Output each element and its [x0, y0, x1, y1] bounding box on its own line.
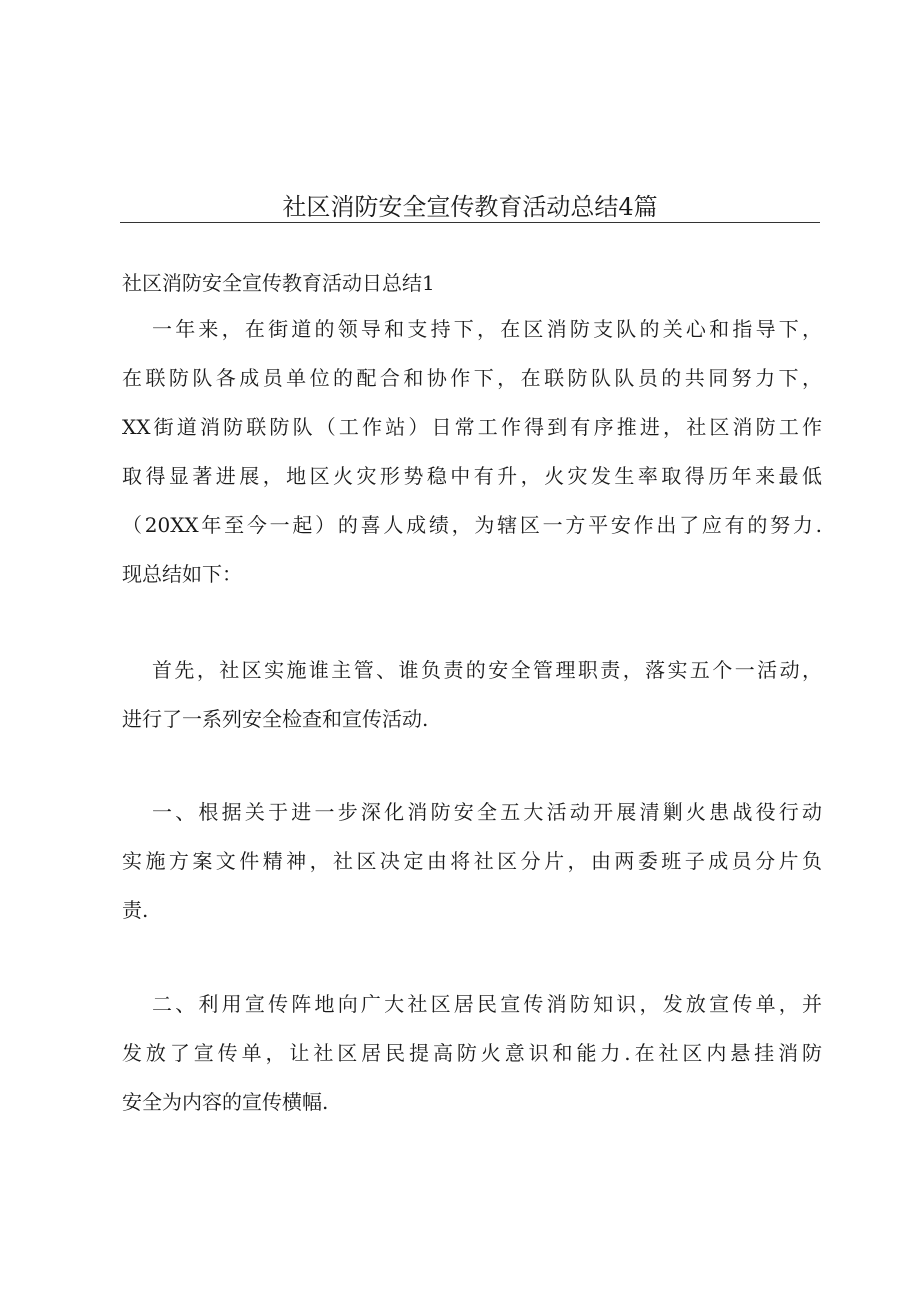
- title-underline: [120, 222, 820, 223]
- paragraph-intro: [122, 305, 822, 599]
- paragraph-line: 一、根据关于进一步深化消防安全五大活动开展清剿火患战役行动: [152, 800, 822, 824]
- paragraph-line: 取得显著进展，地区火灾形势稳中有升，火灾发生率取得历年来最低: [122, 464, 822, 488]
- paragraph-line: XX街道消防联防队（工作站）日常工作得到有序推进，社区消防工作: [122, 415, 822, 439]
- paragraph-item-two: [122, 980, 822, 1127]
- paragraph-line: 责.: [122, 898, 149, 922]
- paragraph-line: 一年来，在街道的领导和支持下，在区消防支队的关心和指导下，: [152, 317, 822, 341]
- paragraph-line: 进行了一系列安全检查和宣传活动.: [122, 707, 429, 731]
- paragraph-line: 安全为内容的宣传横幅.: [122, 1090, 329, 1114]
- paragraph-line: （20XX年至今一起）的喜人成绩，为辖区一方平安作出了应有的努力.: [122, 513, 822, 537]
- paragraph-line: 发放了宣传单，让社区居民提高防火意识和能力.在社区内悬挂消防: [122, 1041, 822, 1065]
- paragraph-line: 现总结如下：: [122, 562, 242, 586]
- section-heading: 社区消防安全宣传教育活动日总结1: [122, 271, 435, 295]
- paragraph-item-one: [122, 788, 822, 935]
- paragraph-line: 首先，社区实施谁主管、谁负责的安全管理职责，落实五个一活动，: [152, 658, 822, 682]
- paragraph-line: 实施方案文件精神，社区决定由将社区分片，由两委班子成员分片负: [122, 849, 822, 873]
- paragraph-line: 二、利用宣传阵地向广大社区居民宣传消防知识，发放宣传单，并: [152, 992, 822, 1016]
- paragraph-first: [122, 646, 822, 744]
- paragraph-line: 在联防队各成员单位的配合和协作下，在联防队队员的共同努力下，: [122, 366, 822, 390]
- document-title: 社区消防安全宣传教育活动总结4篇: [282, 193, 658, 221]
